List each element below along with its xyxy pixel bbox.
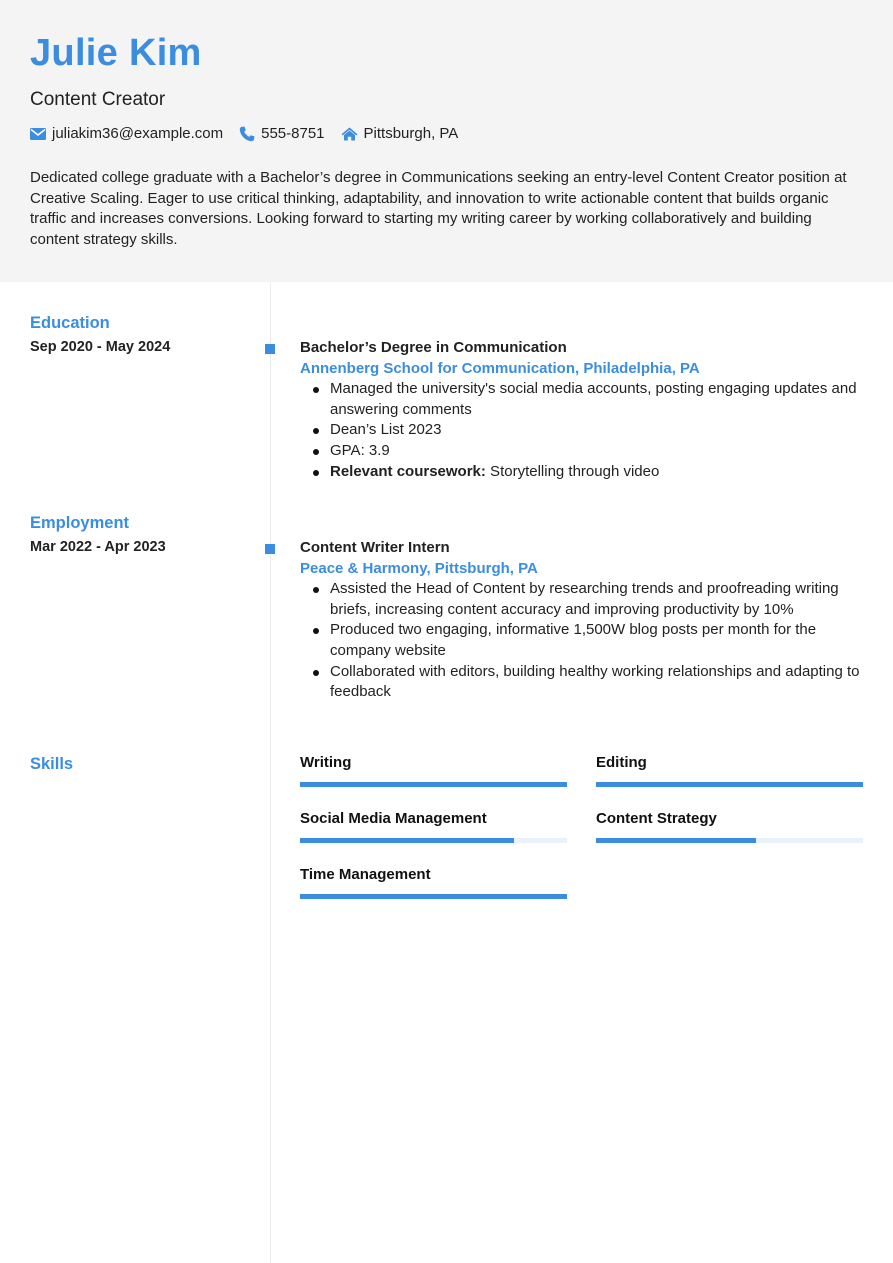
skill-name: Writing	[300, 754, 352, 771]
list-item: Collaborated with editors, building healthy working relationships and adapting to feedback	[300, 662, 865, 703]
skill-name: Social Media Management	[300, 810, 487, 827]
candidate-role: Content Creator	[30, 89, 166, 110]
home-icon	[341, 127, 358, 141]
contact-location	[341, 125, 459, 142]
list-item: Managed the university's social media accounts, posting engaging updates and answering comments	[300, 379, 865, 420]
skill-item	[300, 866, 567, 899]
skill-item	[300, 754, 567, 787]
professional-summary: Dedicated college graduate with a Bachelor’s degree in Communications seeking an entry-level Content Creator position at Creative Scaling. Eager to use critical thinking, adaptability, and innovation to write actionable content that builds organic traffic and increases conversions. Looking forward to starting my writing career by working collaboratively and building content strategy skills.	[30, 169, 847, 248]
employment-bullets	[300, 579, 865, 703]
list-item: Assisted the Head of Content by researching trends and proofreading writing briefs, increasing content accuracy and improving productivity by 10%	[300, 579, 865, 620]
degree-title: Bachelor’s Degree in Communication	[300, 339, 567, 356]
envelope-icon	[30, 128, 46, 140]
education-date: Sep 2020 - May 2024	[30, 339, 171, 355]
school-name: Annenberg School for Communication, Philadelphia, PA	[300, 359, 700, 377]
education-heading: Education	[30, 314, 110, 332]
skill-bar	[596, 838, 863, 843]
list-item: Dean’s List 2023	[300, 420, 865, 441]
employment-entry	[300, 538, 865, 703]
skill-bar	[300, 782, 567, 787]
education-marker	[265, 344, 275, 354]
employment-marker	[265, 544, 275, 554]
skill-bar	[300, 838, 567, 843]
coursework-value: Storytelling through video	[485, 462, 660, 480]
skill-bar-fill	[300, 894, 567, 899]
email-text: juliakim36@example.com	[52, 125, 224, 142]
column-divider	[270, 282, 271, 1263]
phone-text: 555-8751	[261, 125, 325, 142]
job-title: Content Writer Intern	[300, 539, 450, 556]
skill-bar-fill	[596, 782, 863, 787]
list-item	[300, 462, 865, 483]
candidate-name: Julie Kim	[30, 32, 202, 74]
list-item: GPA: 3.9	[300, 441, 865, 462]
contact-email[interactable]	[30, 125, 223, 142]
skill-name: Content Strategy	[596, 810, 717, 827]
education-bullets	[300, 379, 865, 482]
education-entry	[300, 338, 865, 482]
contact-phone[interactable]	[239, 125, 324, 142]
skill-item	[300, 810, 567, 843]
contact-info	[30, 125, 474, 142]
skill-bar-fill	[596, 838, 756, 843]
skill-item	[596, 754, 863, 787]
skill-bar	[596, 782, 863, 787]
skill-name: Time Management	[300, 866, 431, 883]
skill-bar-fill	[300, 782, 567, 787]
phone-icon	[239, 126, 255, 142]
skill-bar	[300, 894, 567, 899]
company-name: Peace & Harmony, Pittsburgh, PA	[300, 559, 538, 577]
list-item: Produced two engaging, informative 1,500W blog posts per month for the company website	[300, 620, 865, 661]
skill-item	[596, 810, 863, 843]
resume-header	[0, 0, 893, 282]
skill-name: Editing	[596, 754, 647, 771]
skill-bar-fill	[300, 838, 514, 843]
coursework-label: Relevant coursework:	[330, 462, 486, 480]
skills-heading: Skills	[30, 755, 74, 773]
location-text: Pittsburgh, PA	[363, 125, 459, 142]
employment-heading: Employment	[30, 514, 130, 532]
employment-date: Mar 2022 - Apr 2023	[30, 539, 166, 555]
